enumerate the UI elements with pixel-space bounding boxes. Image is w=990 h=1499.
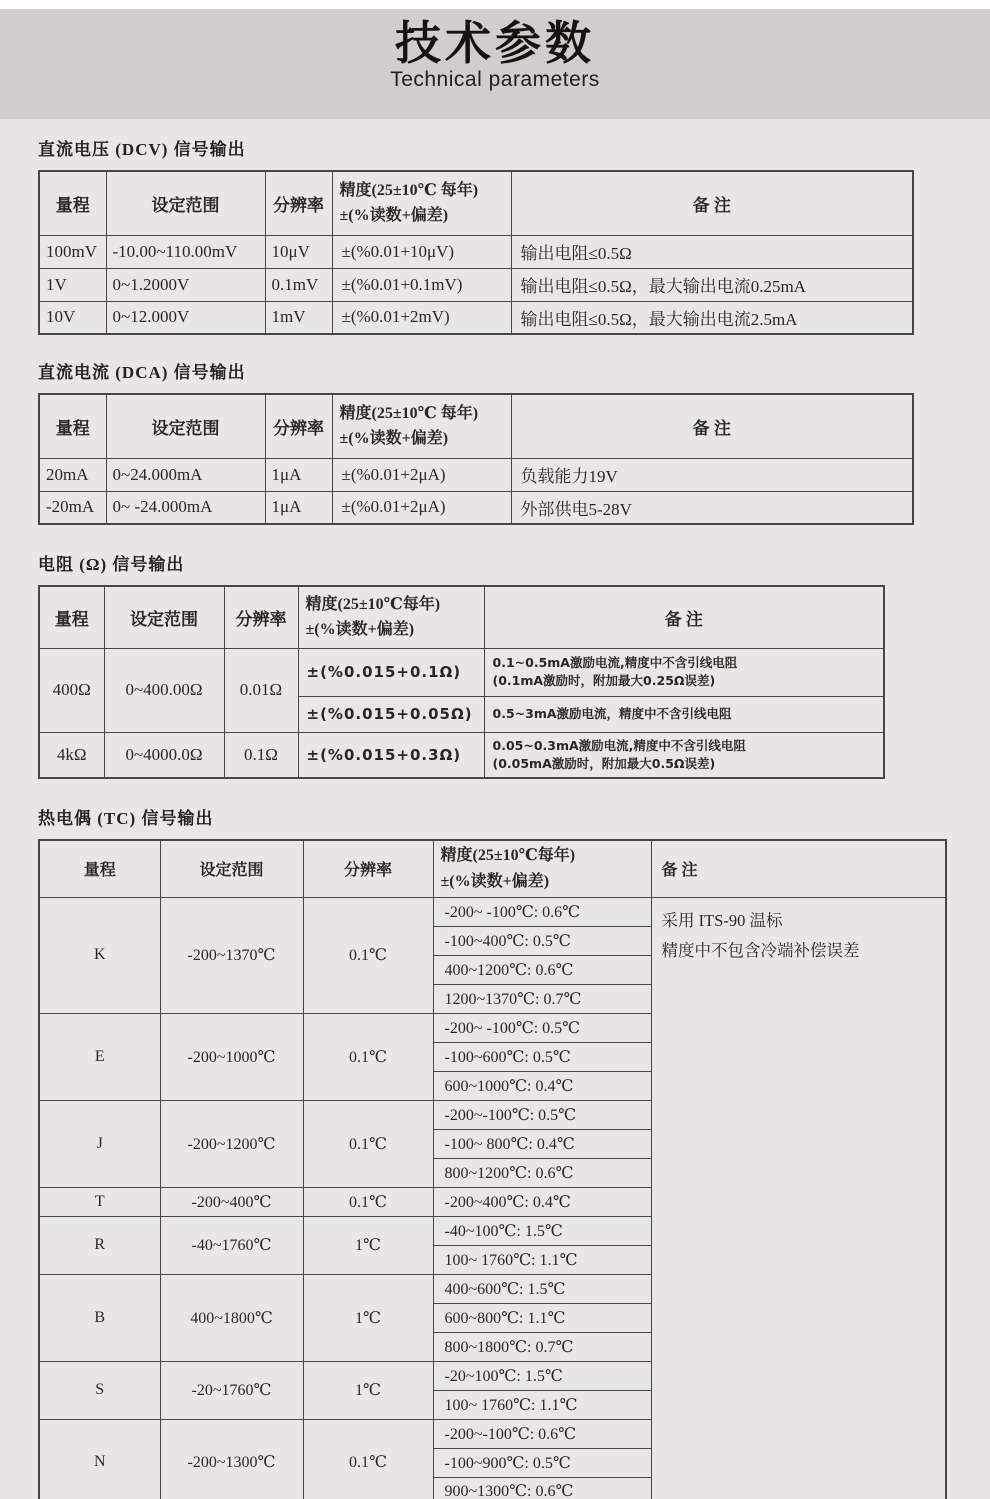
tc-table [38,839,947,1499]
cell-remark [484,732,884,778]
cell-accuracy: -100~900℃: 0.5℃ [433,1448,651,1477]
cell-tc-type: K [39,897,160,1013]
cell-resolution: 1μA [265,458,332,491]
accuracy-header-line2: ±(%读数+偏差) [305,621,415,639]
cell-accuracy: -40~100℃: 1.5℃ [433,1216,651,1245]
col-header-accuracy [433,840,651,897]
remark-line2: (0.05mA激励时，附加最大0.5Ω误差) [492,755,716,771]
col-header-resolution: 分辨率 [265,394,332,458]
cell-set-range: -200~1370℃ [160,897,303,1013]
cell-range: 1V [39,268,106,301]
cell-remark [484,648,884,696]
cell-accuracy: -100~600℃: 0.5℃ [433,1042,651,1071]
col-header-set-range: 设定范围 [106,171,265,235]
cell-accuracy: ±(%0.015+0.3Ω) [298,732,484,778]
cell-range: 100mV [39,235,106,268]
cell-set-range: -200~400℃ [160,1187,303,1216]
cell-accuracy: -100~400℃: 0.5℃ [433,926,651,955]
col-header-accuracy [332,171,511,235]
table-row [39,268,913,301]
cell-set-range: -10.00~110.00mV [106,235,265,268]
cell-accuracy: 600~1000℃: 0.4℃ [433,1071,651,1100]
col-header-resolution: 分辨率 [224,586,298,648]
dca-header-row [39,394,913,458]
cell-range: 10V [39,301,106,334]
col-header-range: 量程 [39,394,106,458]
cell-set-range: -200~1300℃ [160,1419,303,1499]
accuracy-header-line2: ±(%读数+偏差) [339,207,449,225]
cell-set-range: 0~12.000V [106,301,265,334]
cell-accuracy: ±(%0.015+0.05Ω) [298,696,484,732]
cell-accuracy: ±(%0.01+10μV) [332,235,511,268]
col-header-remark: 备 注 [484,586,884,648]
accuracy-header-line2: ±(%读数+偏差) [339,430,449,448]
cell-resolution: 0.1Ω [224,732,298,778]
cell-accuracy: -20~100℃: 1.5℃ [433,1361,651,1390]
accuracy-header-line2: ±(%读数+偏差) [440,872,550,890]
section-title-dca: 直流电流 (DCA) 信号输出 [38,363,246,382]
cell-range: 4kΩ [39,732,104,778]
cell-accuracy: -200~-100℃: 0.5℃ [433,1100,651,1129]
section-title-tc: 热电偶 (TC) 信号输出 [38,809,214,828]
table-row [39,732,884,778]
cell-set-range: -200~1200℃ [160,1100,303,1187]
cell-set-range: 400~1800℃ [160,1274,303,1361]
tc-remark-line2: 精度中不包含冷端补偿误差 [661,941,860,961]
cell-range: 400Ω [39,648,104,732]
col-header-remark: 备 注 [511,394,913,458]
cell-resolution: 0.1℃ [303,897,433,1013]
cell-resolution: 1μA [265,491,332,524]
cell-range: 20mA [39,458,106,491]
cell-accuracy: 100~ 1760℃: 1.1℃ [433,1245,651,1274]
accuracy-header-line1: 精度(25±10℃每年) [440,847,576,865]
accuracy-header-line1: 精度(25±10℃每年) [305,595,441,613]
cell-set-range: 0~1.2000V [106,268,265,301]
cell-accuracy: 800~1800℃: 0.7℃ [433,1332,651,1361]
col-header-resolution: 分辨率 [265,171,332,235]
col-header-set-range: 设定范围 [104,586,224,648]
cell-accuracy: 100~ 1760℃: 1.1℃ [433,1390,651,1419]
title-band [0,9,990,119]
page-subtitle: Technical parameters [390,68,600,92]
cell-remark: 输出电阻≤0.5Ω，最大输出电流0.25mA [511,268,913,301]
cell-tc-type: E [39,1013,160,1100]
cell-set-range: -200~1000℃ [160,1013,303,1100]
remark-line1: 0.1~0.5mA激励电流,精度中不含引线电阻 [492,654,738,670]
col-header-remark: 备 注 [651,840,946,897]
cell-accuracy: -200~-100℃: 0.6℃ [433,1419,651,1448]
cell-resolution: 0.1mV [265,268,332,301]
cell-resolution: 1mV [265,301,332,334]
cell-tc-type: S [39,1361,160,1419]
table-row [39,897,946,926]
cell-remark: 外部供电5-28V [511,491,913,524]
cell-accuracy: ±(%0.01+0.1mV) [332,268,511,301]
section-title-ohm: 电阻 (Ω) 信号输出 [38,555,185,574]
cell-resolution: 0.1℃ [303,1013,433,1100]
cell-tc-type: R [39,1216,160,1274]
cell-tc-type: T [39,1187,160,1216]
cell-accuracy: -200~ -100℃: 0.5℃ [433,1013,651,1042]
remark-line1: 0.05~0.3mA激励电流,精度中不含引线电阻 [492,737,746,753]
cell-remark [484,696,884,732]
cell-accuracy: 400~600℃: 1.5℃ [433,1274,651,1303]
cell-resolution: 10μV [265,235,332,268]
page-title: 技术参数 [395,16,595,70]
table-row [39,491,913,524]
cell-tc-type: B [39,1274,160,1361]
col-header-range: 量程 [39,840,160,897]
cell-accuracy: ±(%0.01+2μA) [332,458,511,491]
ohm-header-row [39,586,884,648]
tc-remark-line1: 采用 ITS-90 温标 [661,910,783,930]
cell-accuracy: -200~ -100℃: 0.6℃ [433,897,651,926]
cell-accuracy: ±(%0.015+0.1Ω) [298,648,484,696]
cell-remark: 负载能力19V [511,458,913,491]
cell-set-range: -20~1760℃ [160,1361,303,1419]
section-title-dcv: 直流电压 (DCV) 信号输出 [38,140,246,159]
remark-line1: 0.5~3mA激励电流，精度中不含引线电阻 [492,705,732,721]
cell-accuracy: 400~1200℃: 0.6℃ [433,955,651,984]
cell-set-range: 0~400.00Ω [104,648,224,732]
top-strip [0,0,990,9]
col-header-accuracy [332,394,511,458]
table-row [39,648,884,696]
cell-set-range: 0~ -24.000mA [106,491,265,524]
cell-accuracy: ±(%0.01+2mV) [332,301,511,334]
dca-table [38,393,914,525]
cell-set-range: 0~24.000mA [106,458,265,491]
cell-remark: 输出电阻≤0.5Ω [511,235,913,268]
cell-set-range: -40~1760℃ [160,1216,303,1274]
cell-accuracy: 900~1300℃: 0.6℃ [433,1477,651,1499]
col-header-range: 量程 [39,586,104,648]
cell-range: -20mA [39,491,106,524]
dcv-header-row [39,171,913,235]
cell-tc-type: J [39,1100,160,1187]
cell-resolution: 1℃ [303,1216,433,1274]
col-header-resolution: 分辨率 [303,840,433,897]
remark-line2: (0.1mA激励时，附加最大0.25Ω误差) [492,673,716,688]
cell-resolution: 0.1℃ [303,1187,433,1216]
col-header-set-range: 设定范围 [160,840,303,897]
cell-accuracy: 800~1200℃: 0.6℃ [433,1158,651,1187]
accuracy-header-line1: 精度(25±10℃ 每年) [339,181,479,199]
cell-resolution: 0.01Ω [224,648,298,732]
cell-tc-remark [651,897,946,1499]
col-header-remark: 备 注 [511,171,913,235]
table-row [39,235,913,268]
col-header-accuracy [298,586,484,648]
accuracy-header-line1: 精度(25±10℃ 每年) [339,404,479,422]
content [0,135,990,1499]
cell-accuracy: ±(%0.01+2μA) [332,491,511,524]
cell-resolution: 0.1℃ [303,1419,433,1499]
table-row [39,301,913,334]
cell-accuracy: 1200~1370℃: 0.7℃ [433,984,651,1013]
tc-header-row [39,840,946,897]
cell-accuracy: 600~800℃: 1.1℃ [433,1303,651,1332]
cell-accuracy: -100~ 800℃: 0.4℃ [433,1129,651,1158]
cell-accuracy: -200~400℃: 0.4℃ [433,1187,651,1216]
col-header-set-range: 设定范围 [106,394,265,458]
cell-resolution: 1℃ [303,1274,433,1361]
ohm-table [38,585,885,779]
dcv-table [38,170,914,335]
cell-remark: 输出电阻≤0.5Ω，最大输出电流2.5mA [511,301,913,334]
cell-resolution: 0.1℃ [303,1100,433,1187]
cell-resolution: 1℃ [303,1361,433,1419]
table-row [39,458,913,491]
cell-set-range: 0~4000.0Ω [104,732,224,778]
cell-tc-type: N [39,1419,160,1499]
col-header-range: 量程 [39,171,106,235]
